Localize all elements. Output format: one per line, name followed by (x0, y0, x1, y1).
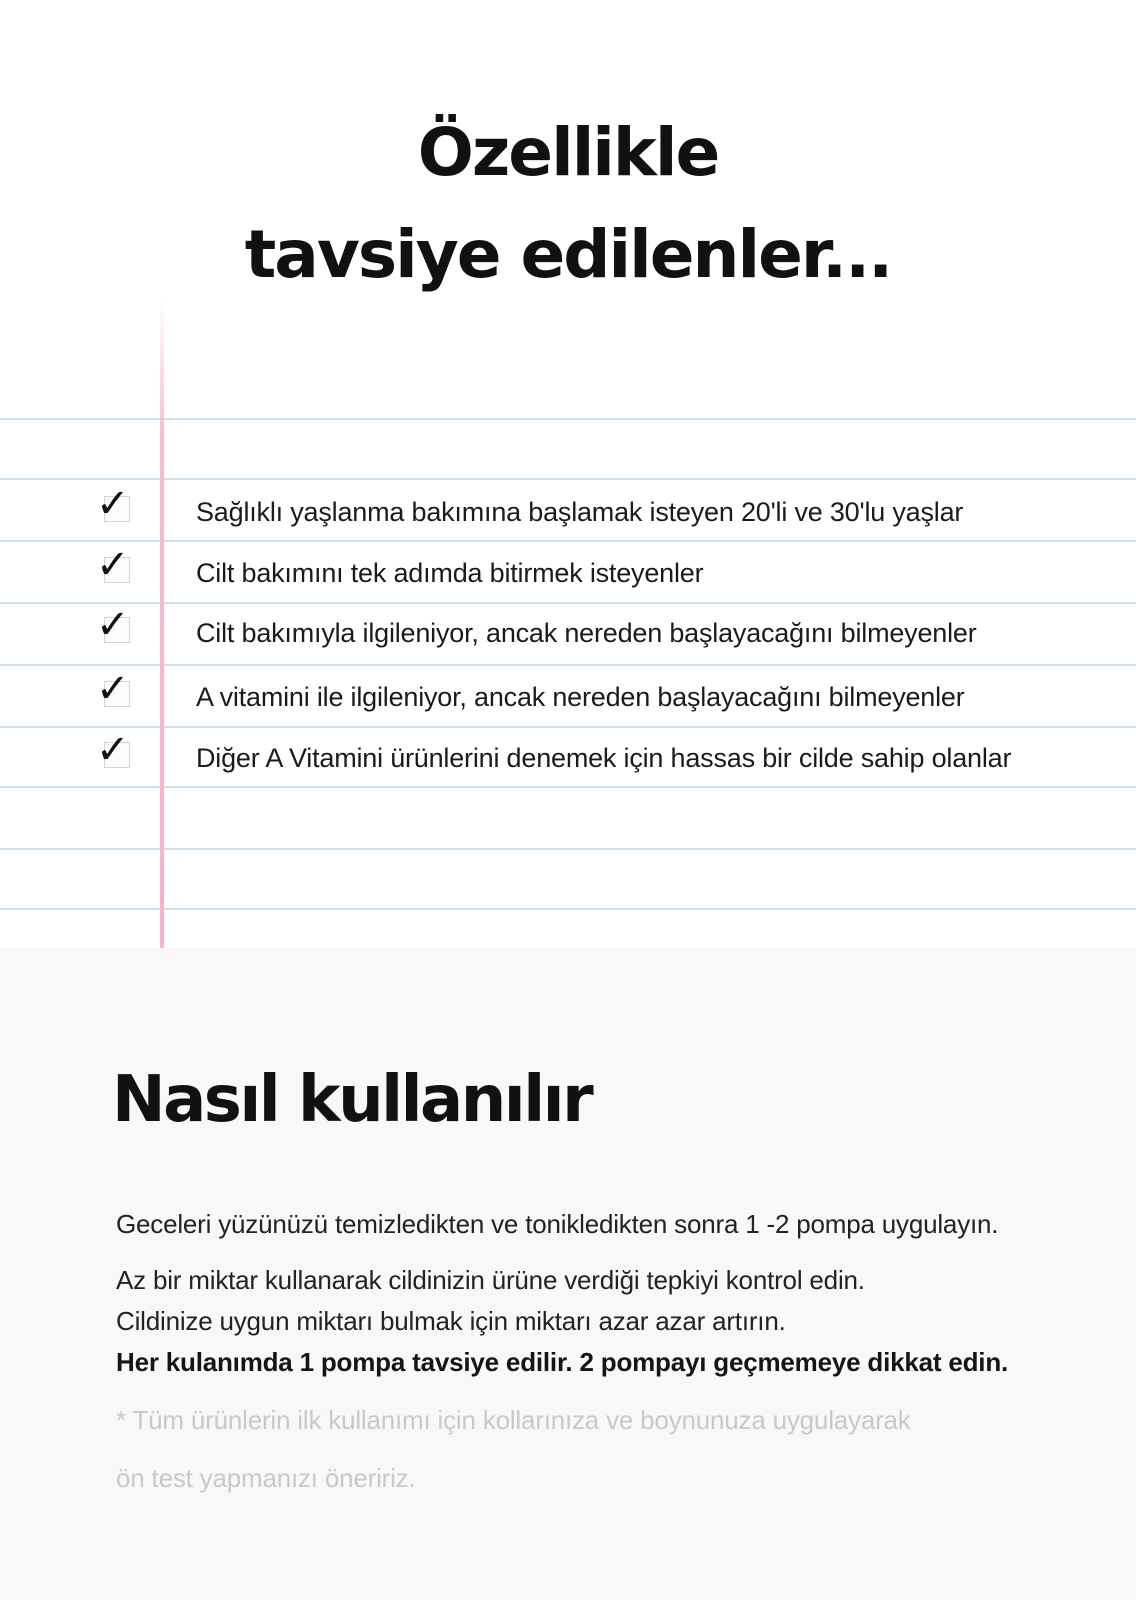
checklist-item-text: A vitamini ile ilgileniyor, ancak nereden başlayacağını bilmeyenler (196, 682, 965, 712)
checklist-item (0, 482, 1136, 542)
checklist-item (0, 728, 1136, 788)
ruled-line (0, 848, 1136, 850)
checkmark-icon: ✓ (96, 727, 130, 773)
ruled-line (0, 664, 1136, 666)
checkmark-icon: ✓ (96, 481, 130, 527)
checklist-item (0, 667, 1136, 727)
checkmark-icon: ✓ (96, 542, 130, 588)
how-to-use-step: Cildinize uygun miktarı bulmak için miktarı azar azar artırın. (116, 1306, 786, 1336)
how-to-use-warning: Her kulanımda 1 pompa tavsiye edilir. 2 pompayı geçmemeye dikkat edin. (116, 1347, 1009, 1377)
checklist-item-text: Cilt bakımını tek adımda bitirmek isteyenler (196, 558, 704, 588)
ruled-line (0, 478, 1136, 480)
checklist-item-text: Cilt bakımıyla ilgileniyor, ancak nereden başlayacağını bilmeyenler (196, 618, 977, 648)
how-to-use-step: Geceleri yüzünüzü temizledikten ve tonikledikten sonra 1 -2 pompa uygulayın. (116, 1209, 999, 1239)
checkmark-icon: ✓ (96, 602, 130, 648)
recommended-title-line2: tavsiye edilenler... (244, 216, 892, 293)
checkmark-icon: ✓ (96, 666, 130, 712)
checklist-item-text: Sağlıklı yaşlanma bakımına başlamak isteyen 20'li ve 30'lu yaşlar (196, 497, 964, 527)
checklist-item-text: Diğer A Vitamini ürünlerini denemek için hassas bir cilde sahip olanlar (196, 743, 1012, 773)
checklist-item (0, 603, 1136, 663)
ruled-line (0, 418, 1136, 420)
how-to-use-step: Az bir miktar kullanarak cildinizin ürüne verdiği tepkiyi kontrol edin. (116, 1265, 865, 1295)
checklist-item (0, 543, 1136, 603)
patch-test-note: * Tüm ürünlerin ilk kullanımı için kollarınıza ve boynunuza uygulayarak (116, 1405, 911, 1435)
patch-test-note: ön test yapmanızı öneririz. (116, 1463, 416, 1493)
how-to-use-title: Nasıl kullanılır (112, 1063, 592, 1137)
recommended-title-line1: Özellikle (417, 114, 719, 191)
recommended-title (0, 102, 1136, 306)
ruled-line (0, 908, 1136, 910)
